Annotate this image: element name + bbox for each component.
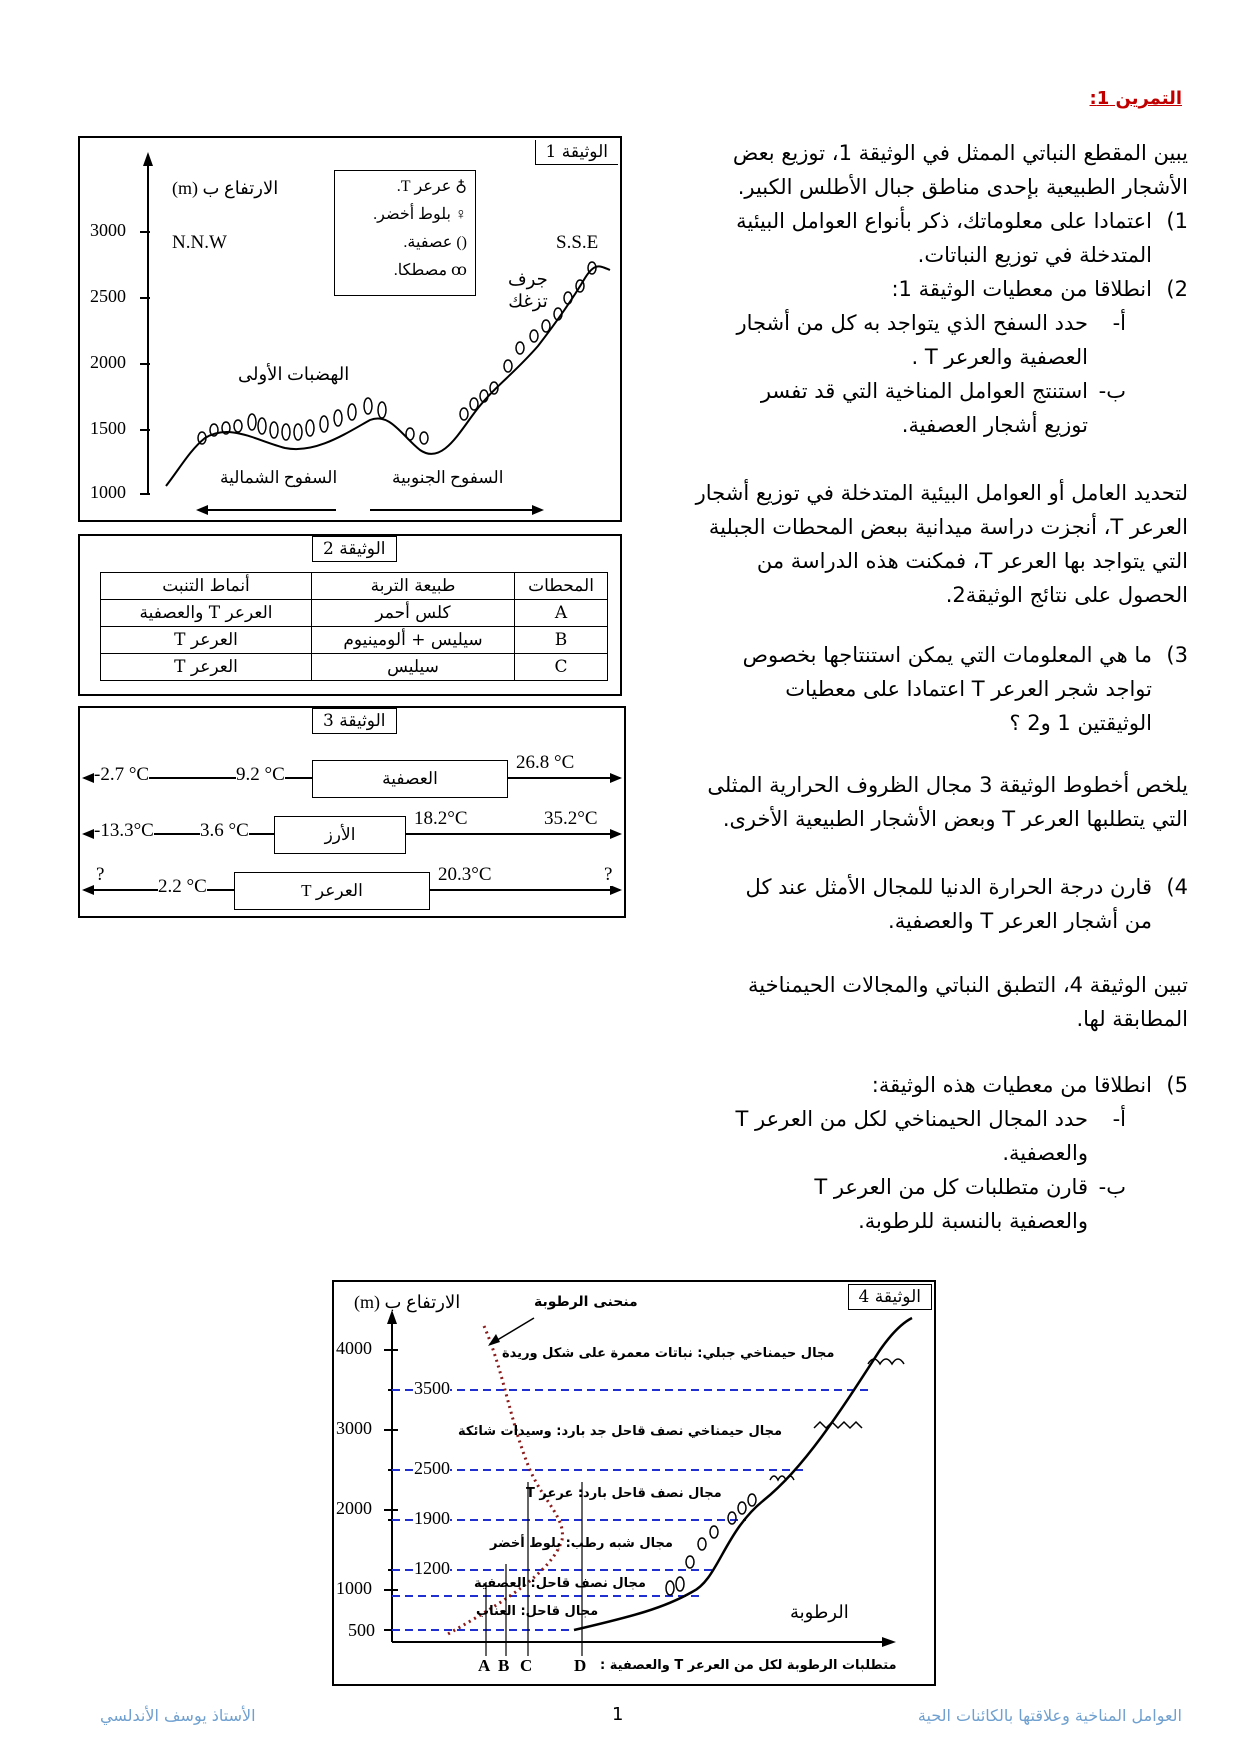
thuya-icon: () xyxy=(456,234,467,251)
doc3-juniper-min: ? xyxy=(96,864,105,885)
paragraph-line: المطابقة لها. xyxy=(1076,1007,1188,1031)
table-cell: العرعر T xyxy=(101,627,312,654)
legend-item: عصفية. xyxy=(403,234,453,251)
doc1-y-tick: 1000 xyxy=(90,482,126,502)
doc3-thuya-opt-min: 9.2 °C xyxy=(236,764,285,785)
doc4-zone-label: مجال حيمناخي جبلي: نباتات معمرة على شكل وريدة xyxy=(502,1346,835,1361)
doc3-juniper-box: العرعر T xyxy=(234,872,430,910)
doc1-y-tick: 2500 xyxy=(90,286,126,306)
doc3-thuya-max: 26.8 °C xyxy=(516,752,575,773)
mastic-icon: ꝏ xyxy=(451,262,467,279)
table-cell: العرعر T xyxy=(101,654,312,681)
legend-item: مصطكا. xyxy=(393,262,448,279)
doc4-letter: B xyxy=(498,1656,510,1675)
paragraph-4 xyxy=(628,968,1188,1036)
doc4-x-axis-label: الرطوبة xyxy=(790,1602,849,1622)
paragraph-line: التي يتطلبها العرعر T وبعض الأشجار الطبيعية الأخرى. xyxy=(722,807,1188,831)
doc2-table xyxy=(100,572,608,681)
doc1-direction-north: N.N.W xyxy=(172,232,227,253)
exercise-title: التمرين 1: xyxy=(1089,88,1182,109)
doc4-zone-label: مجال شبه رطب: بلوط أخضر xyxy=(490,1536,673,1551)
table-header-row xyxy=(101,573,608,600)
legend-item: عرعر T. xyxy=(396,178,452,195)
sub-question-mark: أ- xyxy=(1112,311,1126,335)
doc4-level-label: 1200 xyxy=(414,1558,450,1578)
footer-author: الأستاذ يوسف الأندلسي xyxy=(100,1706,256,1725)
cliff-line: جرف xyxy=(508,269,548,289)
table-header: أنماط التنبت xyxy=(101,573,312,600)
table-row xyxy=(101,654,608,681)
table-row xyxy=(101,600,608,627)
doc4-level-label: 1900 xyxy=(414,1508,450,1528)
question-line: العصفية والعرعر T . xyxy=(911,345,1088,369)
doc1-south-slope-label: السفوح الجنوبية xyxy=(392,468,504,487)
doc4-letter: C xyxy=(520,1656,533,1675)
sub-question-mark: ب- xyxy=(1098,1175,1126,1199)
doc3-cedar-min: -13.3°C xyxy=(94,820,154,841)
page-number: 1 xyxy=(612,1704,624,1725)
doc4-letter: A xyxy=(478,1656,491,1675)
doc3-thuya-box: العصفية xyxy=(312,760,508,798)
doc4-humidity-curve-label: منحنى الرطوبة xyxy=(534,1294,638,1310)
paragraph-line: تبين الوثيقة 4، التطبق النباتي والمجالات الحيمناخية xyxy=(748,973,1188,997)
cliff-line: تزغك xyxy=(508,291,548,311)
table-header: طبيعة التربة xyxy=(312,573,515,600)
doc3-juniper-max: ? xyxy=(604,864,613,885)
doc4-y-tick: 3000 xyxy=(336,1418,372,1438)
juniper-icon: ♁ xyxy=(455,178,467,195)
doc1-y-tick: 1500 xyxy=(90,418,126,438)
doc3-juniper-opt-max: 20.3°C xyxy=(438,864,492,885)
question-line: والعصفية بالنسبة للرطوبة. xyxy=(858,1209,1088,1233)
question-line: تواجد شجر العرعر T اعتمادا على معطيات xyxy=(785,677,1152,701)
question-line: المتدخلة في توزيع النباتات. xyxy=(917,243,1152,267)
document-2 xyxy=(78,534,622,696)
doc3-cedar-opt-min: 3.6 °C xyxy=(200,820,249,841)
question-4 xyxy=(628,870,1188,938)
doc4-y-tick: 500 xyxy=(348,1620,375,1640)
intro-line: الأشجار الطبيعية بإحدى مناطق جبال الأطلس الكبير. xyxy=(737,175,1188,199)
doc1-plateau-label: الهضبات الأولى xyxy=(238,364,350,384)
doc1-legend xyxy=(334,170,476,296)
question-line: قارن درجة الحرارة الدنيا للمجال الأمثل عند كل xyxy=(745,875,1152,899)
document-4 xyxy=(332,1280,936,1686)
doc4-label: الوثيقة 4 xyxy=(848,1284,933,1310)
table-cell: العرعر T والعصفية xyxy=(101,600,312,627)
doc4-y-tick: 1000 xyxy=(336,1578,372,1598)
doc1-y-axis-label: الارتفاع ب (m) xyxy=(172,178,279,198)
question-line: قارن متطلبات كل من العرعر T xyxy=(814,1175,1088,1199)
question-number: 1) xyxy=(1166,209,1188,233)
doc4-y-tick: 2000 xyxy=(336,1498,372,1518)
table-header: المحطات xyxy=(515,573,608,600)
question-line: من أشجار العرعر T والعصفية. xyxy=(888,909,1152,933)
doc1-y-tick: 3000 xyxy=(90,220,126,240)
doc4-y-tick: 4000 xyxy=(336,1338,372,1358)
doc4-y-axis-label: الارتفاع ب (m) xyxy=(354,1292,461,1312)
paragraph-3 xyxy=(628,768,1188,836)
doc4-zone-label: مجال قاحل: العناب xyxy=(476,1604,599,1619)
table-cell: سيليس + ألومينيوم xyxy=(312,627,515,654)
doc4-letter: D xyxy=(574,1656,587,1675)
table-cell: B xyxy=(515,627,608,654)
doc3-cedar-box: الأرز xyxy=(274,816,406,854)
paragraph-line: الحصول على نتائج الوثيقة2. xyxy=(945,583,1188,607)
question-3 xyxy=(628,638,1188,740)
question-line: حدد السفح الذي يتواجد به كل من أشجار xyxy=(736,311,1088,335)
intro-line: يبين المقطع النباتي الممثل في الوثيقة 1، توزيع بعض xyxy=(732,141,1188,165)
sub-question-mark: أ- xyxy=(1112,1107,1126,1131)
sub-question-mark: ب- xyxy=(1098,379,1126,403)
question-number: 2) xyxy=(1166,277,1188,301)
question-number: 5) xyxy=(1166,1073,1188,1097)
question-number: 4) xyxy=(1166,875,1188,899)
question-line: توزيع أشجار العصفية. xyxy=(901,413,1088,437)
table-cell: C xyxy=(515,654,608,681)
question-line: حدد المجال الحيمناخي لكل من العرعر T xyxy=(735,1107,1088,1131)
paragraph-line: العرعر T، أنجزت دراسة ميدانية ببعض المحطات الجبلية xyxy=(708,515,1188,539)
doc1-y-tick: 2000 xyxy=(90,352,126,372)
question-line: انطلاقا من معطيات هذه الوثيقة: xyxy=(871,1073,1152,1097)
doc4-level-label: 2500 xyxy=(414,1458,450,1478)
question-line: الوثيقتين 1 و2 ؟ xyxy=(1009,711,1152,735)
doc1-direction-south: S.S.E xyxy=(556,232,599,253)
doc4-zone-label: مجال نصف قاحل: العصفية xyxy=(474,1576,646,1591)
question-line: انطلاقا من معطيات الوثيقة 1: xyxy=(891,277,1152,301)
table-cell: كلس أحمر xyxy=(312,600,515,627)
document-3 xyxy=(78,706,626,918)
table-cell: A xyxy=(515,600,608,627)
paragraph-2 xyxy=(628,476,1188,612)
question-line: والعصفية. xyxy=(1002,1141,1088,1165)
doc3-cedar-max: 35.2°C xyxy=(544,808,598,829)
question-line: استنتج العوامل المناخية التي قد تفسر xyxy=(760,379,1088,403)
footer-course-title: العوامل المناخية وعلاقتها بالكائنات الحية xyxy=(917,1706,1182,1725)
legend-item: بلوط أخضر. xyxy=(373,206,451,223)
question-2 xyxy=(628,272,1188,442)
doc3-cedar-opt-max: 18.2°C xyxy=(414,808,468,829)
question-5 xyxy=(628,1068,1188,1238)
doc4-caption: متطلبات الرطوبة لكل من العرعر T والعصفية : xyxy=(600,1658,897,1673)
question-number: 3) xyxy=(1166,643,1188,667)
question-line: اعتمادا على معلوماتك، ذكر بأنواع العوامل البيئية xyxy=(736,209,1152,233)
doc3-thuya-min: -2.7 °C xyxy=(94,764,150,785)
doc1-north-slope-label: السفوح الشمالية xyxy=(220,468,338,487)
intro-paragraph xyxy=(628,136,1188,204)
doc3-juniper-opt-min: 2.2 °C xyxy=(158,876,207,897)
doc1-label: الوثيقة 1 xyxy=(535,140,619,165)
table-cell: سيليس xyxy=(312,654,515,681)
paragraph-line: لتحديد العامل أو العوامل البيئية المتدخلة في توزيع أشجار xyxy=(695,481,1188,505)
doc3-label: الوثيقة 3 xyxy=(312,708,397,734)
doc4-zone-label: مجال حيمناخي نصف قاحل جد بارد: وسيدات شائكة xyxy=(458,1424,783,1439)
question-1 xyxy=(628,204,1188,272)
doc4-zone-label: مجال نصف قاحل بارد: عرعر T xyxy=(526,1486,722,1501)
table-row xyxy=(101,627,608,654)
document-1 xyxy=(78,136,622,522)
doc4-level-label: 3500 xyxy=(414,1378,450,1398)
doc1-cliff-label xyxy=(508,268,548,312)
paragraph-line: التي يتواجد بها العرعر T، فمكنت هذه الدراسة من xyxy=(756,549,1188,573)
green-oak-icon: ♀ xyxy=(455,206,467,223)
doc2-label: الوثيقة 2 xyxy=(312,536,397,562)
doc4-bioclimatic-diagram xyxy=(334,1282,934,1684)
paragraph-line: يلخص أخطوط الوثيقة 3 مجال الظروف الحرارية المثلى xyxy=(707,773,1188,797)
question-line: ما هي المعلومات التي يمكن استنتاجها بخصوص xyxy=(742,643,1152,667)
